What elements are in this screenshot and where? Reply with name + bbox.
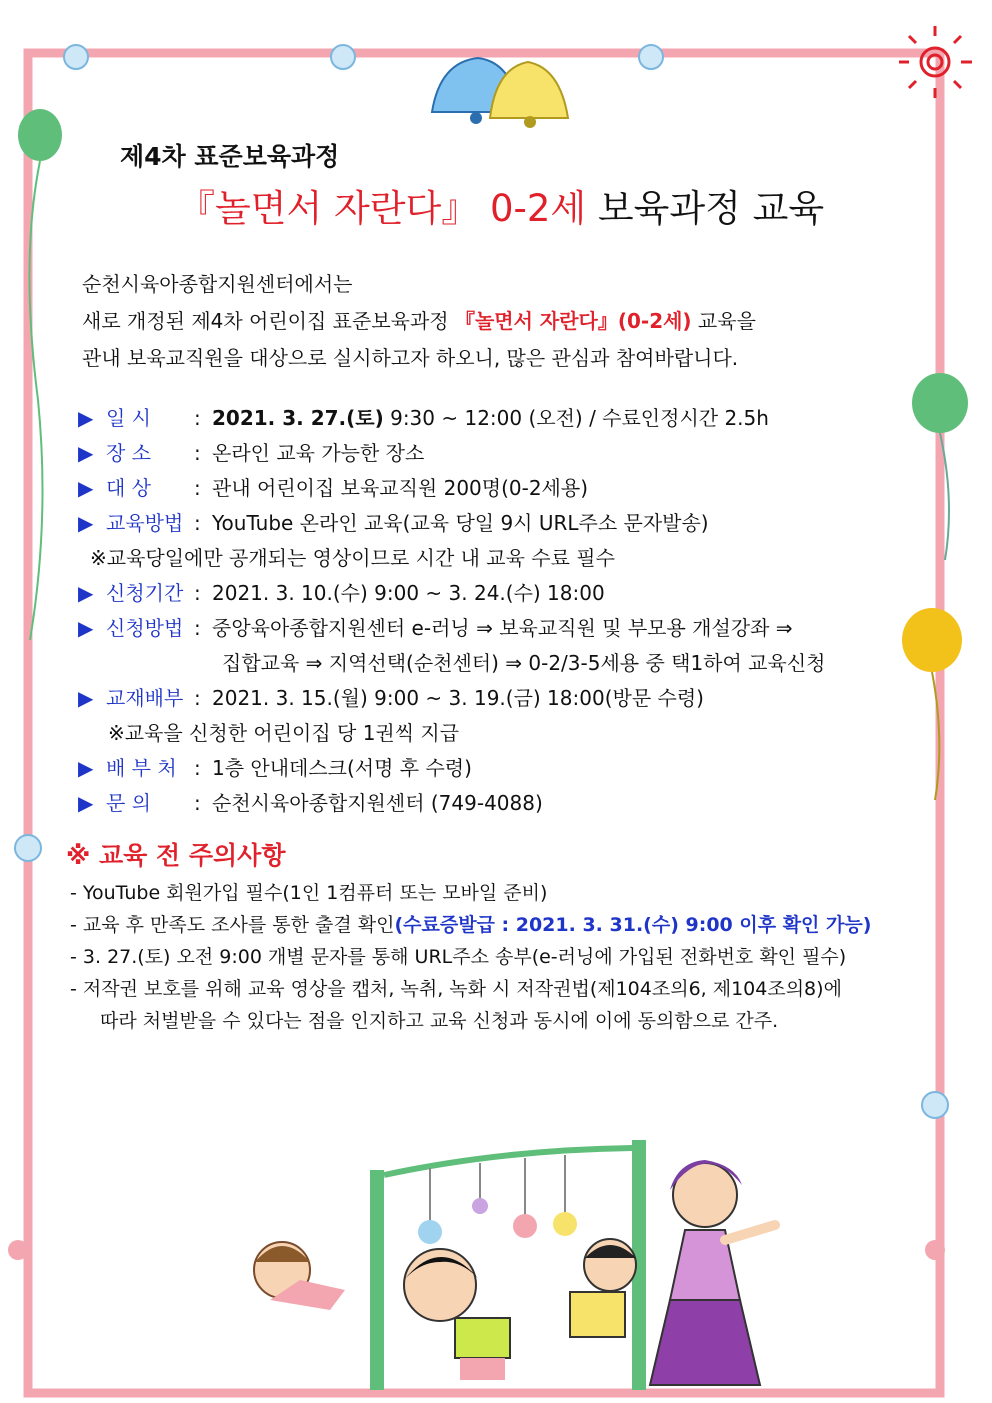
detail-label: 일 시	[106, 406, 151, 430]
triangle-marker-icon: ▶	[78, 406, 94, 430]
detail-method-note: ※교육당일에만 공개되는 영상이므로 시간 내 교육 수료 필수	[90, 546, 615, 570]
detail-materials	[78, 682, 704, 711]
detail-apply-period	[78, 577, 605, 606]
subtitle: 제4차 표준보육과정	[120, 142, 340, 171]
detail-method	[78, 507, 709, 536]
detail-colon: :	[194, 581, 201, 605]
detail-colon: :	[194, 406, 201, 430]
detail-value: 9:30 ~ 12:00 (오전) / 수료인정시간 2.5h	[383, 406, 769, 430]
detail-value: 2021. 3. 10.(수) 9:00 ~ 3. 24.(수) 18:00	[212, 581, 605, 605]
triangle-marker-icon: ▶	[78, 476, 94, 500]
detail-label: 교육방법	[106, 511, 184, 535]
detail-label: 장 소	[106, 441, 151, 465]
detail-colon: :	[194, 756, 201, 780]
detail-label: 문 의	[106, 791, 151, 815]
caution-item: - 3. 27.(토) 오전 9:00 개별 문자를 통해 URL주소 송부(e-러닝에 가입된 전화번호 확인 필수)	[70, 946, 847, 968]
detail-distribution	[78, 752, 472, 781]
detail-apply-method-line-2: 집합교육 ⇒ 지역선택(순천센터) ⇒ 0-2/3-5세용 중 택1하여 교육신청	[222, 651, 826, 675]
detail-target	[78, 472, 588, 501]
children-playground-illustration	[254, 1140, 775, 1390]
detail-label: 교재배부	[106, 686, 184, 710]
page-title	[178, 178, 824, 232]
detail-label: 대 상	[106, 476, 151, 500]
detail-colon: :	[194, 616, 201, 640]
triangle-marker-icon: ▶	[78, 756, 94, 780]
detail-colon: :	[194, 441, 201, 465]
title-black-part: 보육과정 교육	[597, 187, 825, 230]
intro-line-1: 순천시육아종합지원센터에서는	[82, 272, 353, 296]
detail-materials-note: ※교육을 신청한 어린이집 당 1권씩 지급	[108, 721, 460, 745]
triangle-marker-icon: ▶	[78, 616, 94, 640]
detail-label: 신청기간	[106, 581, 184, 605]
detail-date	[78, 402, 769, 431]
triangle-marker-icon: ▶	[78, 511, 94, 535]
intro-line-2-red: 『놀면서 자란다』(0-2세)	[454, 309, 692, 333]
caution-title: ※ 교육 전 주의사항	[66, 841, 286, 870]
caution-item-highlight: (수료증발급 : 2021. 3. 31.(수) 9:00 이후 확인 가능)	[394, 914, 872, 936]
detail-apply-method	[78, 612, 793, 641]
caution-item: - 저작권 보호를 위해 교육 영상을 캡처, 녹취, 녹화 시 저작권법(제104조의6, 제104조의8)에	[70, 978, 842, 1000]
intro-line-3: 관내 보육교직원을 대상으로 실시하고자 하오니, 많은 관심과 참여바랍니다.	[82, 346, 739, 370]
detail-colon: :	[194, 511, 201, 535]
caution-item	[70, 910, 871, 937]
detail-value: YouTube 온라인 교육(교육 당일 9시 URL주소 문자발송)	[212, 511, 709, 535]
detail-label: 신청방법	[106, 616, 184, 640]
detail-colon: :	[194, 686, 201, 710]
intro-line-2-a: 새로 개정된 제4차 어린이집 표준보육과정	[82, 309, 455, 333]
bell-icon	[432, 58, 568, 128]
detail-label: 배 부 처	[106, 756, 177, 780]
detail-contact	[78, 787, 543, 816]
detail-value: 중앙육아종합지원센터 e-러닝 ⇒ 보육교직원 및 부모용 개설강좌 ⇒	[212, 616, 793, 640]
intro-line-2-b: 교육을	[691, 309, 756, 333]
detail-date-bold: 2021. 3. 27.(토)	[212, 406, 384, 430]
detail-value: 관내 어린이집 보육교직원 200명(0-2세용)	[212, 476, 588, 500]
caution-item-text: - 교육 후 만족도 조사를 통한 출결 확인	[70, 914, 395, 936]
detail-colon: :	[194, 791, 201, 815]
intro-line-2	[82, 305, 756, 334]
triangle-marker-icon: ▶	[78, 581, 94, 605]
detail-value: 1층 안내데스크(서명 후 수령)	[212, 756, 472, 780]
detail-value: 온라인 교육 가능한 장소	[212, 441, 425, 465]
caution-item: - YouTube 회원가입 필수(1인 1컴퓨터 또는 모바일 준비)	[70, 882, 548, 904]
detail-value: 2021. 3. 15.(월) 9:00 ~ 3. 19.(금) 18:00(방문 수령)	[212, 686, 704, 710]
detail-value: 순천시육아종합지원센터 (749-4088)	[212, 791, 543, 815]
triangle-marker-icon: ▶	[78, 686, 94, 710]
title-red-part: 『놀면서 자란다』 0-2세	[178, 187, 587, 230]
triangle-marker-icon: ▶	[78, 441, 94, 465]
detail-place	[78, 437, 424, 466]
detail-colon: :	[194, 476, 201, 500]
triangle-marker-icon: ▶	[78, 791, 94, 815]
caution-item-continued: 따라 처벌받을 수 있다는 점을 인지하고 교육 신청과 동시에 이에 동의함으로 간주.	[100, 1010, 779, 1032]
